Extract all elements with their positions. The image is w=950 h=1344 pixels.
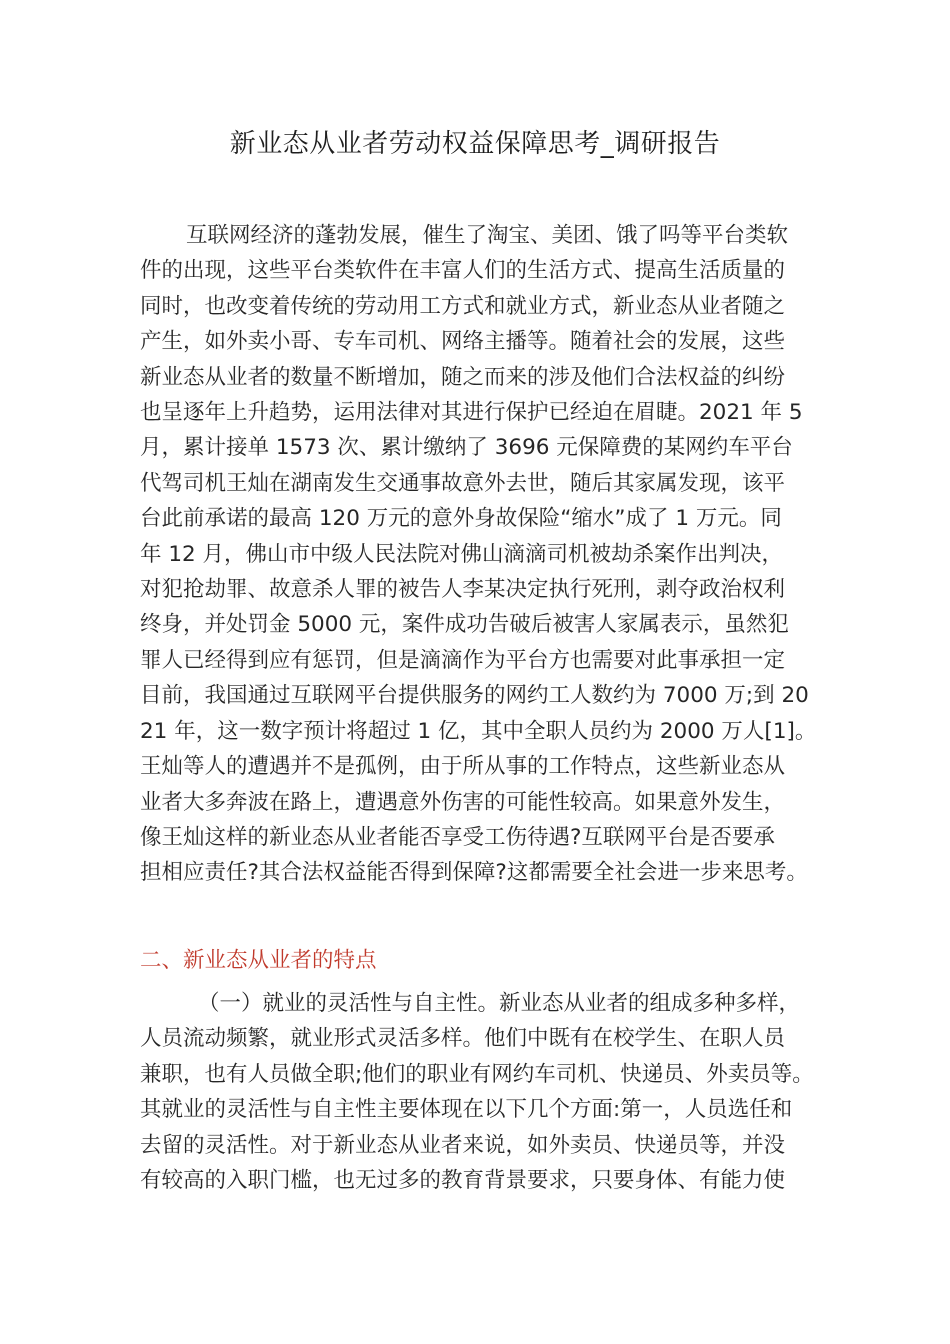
text-line (140, 218, 830, 253)
text-line-content: 台此前承诺的最高 120 万元的意外身故保险“缩水”成了 1 万元。同 (140, 506, 782, 532)
text-line-content: 业者大多奔波在路上，遭遇意外伤害的可能性较高。如果意外发生， (140, 789, 786, 815)
text-line-content: 年 12 月，佛山市中级人民法院对佛山滴滴司机被劫杀案作出判决， (140, 541, 784, 567)
text-line (140, 430, 830, 465)
text-line (140, 986, 830, 1021)
text-line-content: 新业态从业者的数量不断增加，随之而来的涉及他们合法权益的纠纷 (140, 364, 786, 390)
text-line-content: 21 年，这一数字预计将超过 1 亿，其中全职人员约为 2000 万人[1]。 (140, 718, 817, 744)
text-line-content: 产生，如外卖小哥、专车司机、网络主播等。随着社会的发展，这些 (140, 329, 786, 355)
text-line-content: 像王灿这样的新业态从业者能否享受工伤待遇?互联网平台是否要承 (140, 824, 775, 850)
text-line (140, 678, 830, 713)
text-line (140, 785, 830, 820)
text-line-content: 互联网经济的蓬勃发展，催生了淘宝、美团、饿了吗等平台类软 (186, 223, 789, 248)
body-paragraph-1 (140, 218, 830, 891)
text-line-content: 去留的灵活性。对于新业态从业者来说，如外卖员、快递员等，并没 (140, 1132, 786, 1158)
text-line (140, 289, 830, 324)
text-line (140, 855, 830, 890)
text-line-content: 担相应责任?其合法权益能否得到保障?这都需要全社会进一步来思考。 (140, 860, 808, 886)
text-line (140, 572, 830, 607)
document-title: 新业态从业者劳动权益保障思考_调研报告 (229, 129, 721, 159)
text-line-content: 罪人已经得到应有惩罚，但是滴滴作为平台方也需要对此事承担一定 (140, 647, 786, 673)
text-line-content: 代驾司机王灿在湖南发生交通事故意外去世，随后其家属发现，该平 (140, 470, 786, 496)
text-line (140, 714, 830, 749)
text-line-content: 月，累计接单 1573 次、累计缴纳了 3696 元保障费的某网约车平台 (140, 435, 793, 461)
text-line (140, 395, 830, 430)
text-line-content: 目前，我国通过互联网平台提供服务的网约工人数约为 7000 万;到 20 (140, 683, 809, 709)
text-line (140, 537, 830, 572)
text-line (140, 1057, 830, 1092)
section-heading: 二、新业态从业者的特点 (140, 948, 377, 973)
text-line (140, 1128, 830, 1163)
text-line (140, 1092, 830, 1127)
text-line-content: 终身，并处罚金 5000 元，案件成功告破后被害人家属表示，虽然犯 (140, 612, 789, 638)
text-line-content: 有较高的入职门槛，也无过多的教育背景要求，只要身体、有能力使 (140, 1168, 786, 1194)
text-line-content: 其就业的灵活性与自主性主要体现在以下几个方面:第一，人员选任和 (140, 1097, 793, 1123)
text-line-content: 对犯抢劫罪、故意杀人罪的被告人李某决定执行死刑，剥夺政治权利 (140, 577, 786, 603)
text-line (140, 1163, 830, 1198)
text-line-content: 件的出现，这些平台类软件在丰富人们的生活方式、提高生活质量的 (140, 258, 786, 284)
text-line (140, 749, 830, 784)
text-line-content: 兼职，也有人员做全职;他们的职业有网约车司机、快递员、外卖员等。 (140, 1061, 814, 1087)
text-line (140, 360, 830, 395)
text-line (140, 324, 830, 359)
text-line-content: 同时，也改变着传统的劳动用工方式和就业方式，新业态从业者随之 (140, 293, 786, 319)
text-line (140, 607, 830, 642)
text-line (140, 253, 830, 288)
text-line-content: 也呈逐年上升趋势，运用法律对其进行保护已经迫在眉睫。2021 年 5 (140, 400, 803, 426)
text-line (140, 501, 830, 536)
text-line-content: 王灿等人的遭遇并不是孤例，由于所从事的工作特点，这些新业态从 (140, 754, 786, 780)
text-line-content: （一）就业的灵活性与自主性。新业态从业者的组成多种多样， (198, 991, 801, 1016)
text-line (140, 643, 830, 678)
body-paragraph-2 (140, 986, 830, 1198)
text-line-content: 人员流动频繁，就业形式灵活多样。他们中既有在校学生、在职人员 (140, 1026, 786, 1052)
text-line (140, 466, 830, 501)
text-line (140, 1021, 830, 1056)
text-line (140, 820, 830, 855)
